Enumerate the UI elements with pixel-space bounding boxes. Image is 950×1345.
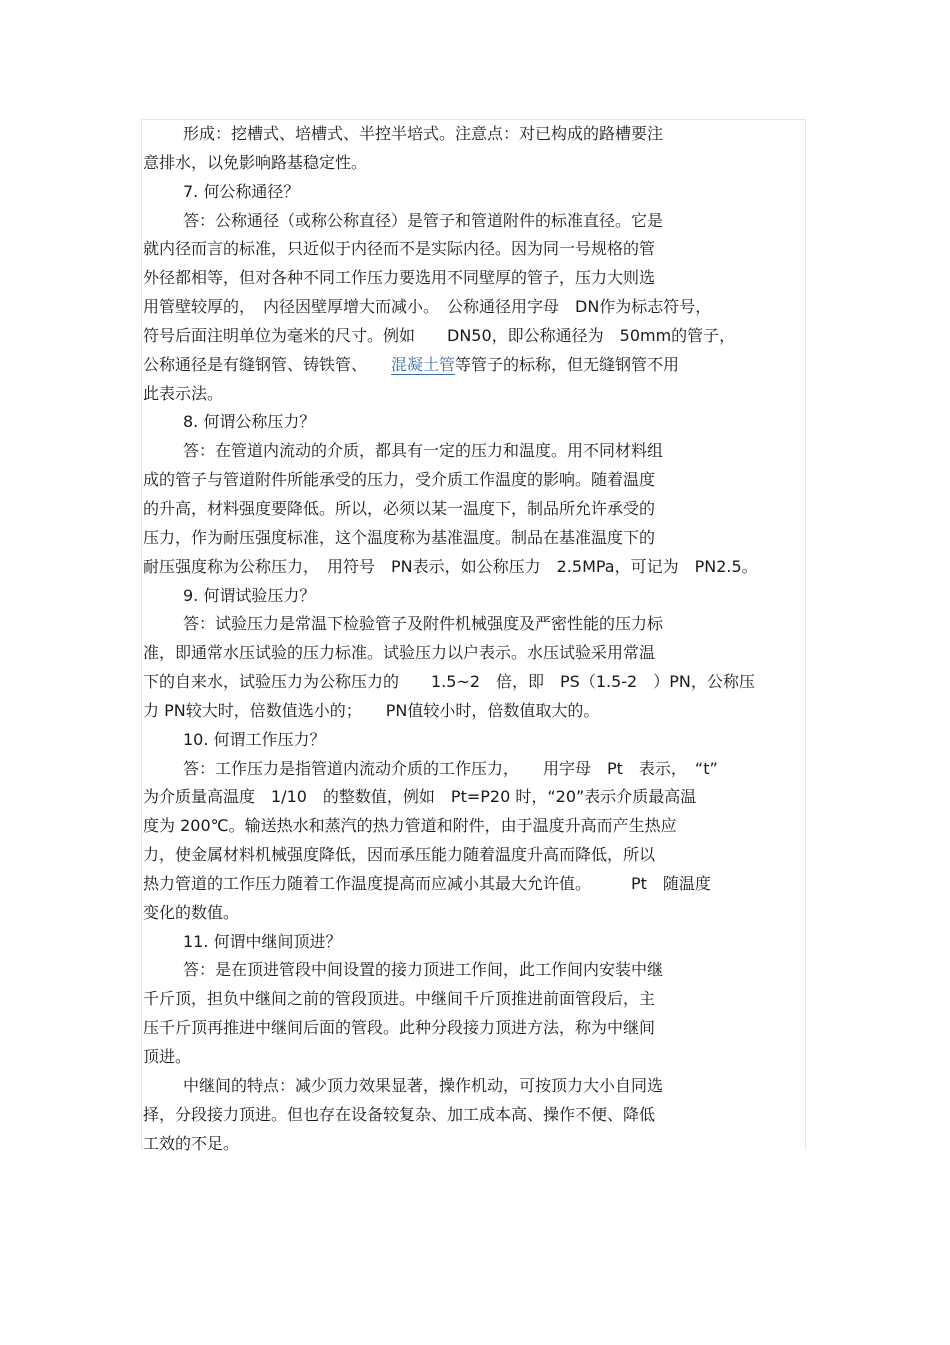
text-line: 力 PN较大时，倍数值选小的； PN值较小时，倍数值取大的。: [143, 700, 600, 720]
text-line: 答：工作压力是指管道内流动介质的工作压力， 用字母 Pt 表示， “t”: [183, 758, 718, 778]
text-line: 成的管子与管道附件所能承受的压力，受介质工作温度的影响。随着温度: [143, 470, 656, 490]
concrete-pipe-link[interactable]: 混凝土管: [391, 354, 456, 374]
text-line: [143, 351, 823, 380]
question-heading: 9. 何谓试验压力？: [183, 585, 316, 605]
document-body: [143, 120, 823, 1158]
question-heading: 7. 何公称通径？: [183, 181, 300, 201]
text-line: 千斤顶，担负中继间之前的管段顶进。中继间千斤顶推进前面管段后，主: [143, 989, 656, 1009]
text-line: 答：试验压力是常温下检验管子及附件机械强度及严密性能的压力标: [183, 614, 664, 634]
question-heading: 11. 何谓中继间顶进？: [183, 931, 342, 951]
text-line: 为介质量高温度 1/10 的整数值，例如 Pt=P20 时，“20”表示介质最高温: [143, 787, 697, 807]
text-segment: 等管子的标称，但无缝钢管不用: [455, 354, 680, 374]
text-line: 答：公称通径（或称公称直径）是管子和管道附件的标准直径。它是: [183, 210, 664, 230]
text-line: 符号后面注明单位为毫米的尺寸。例如 DN50，即公称通径为 50mm的管子，: [143, 325, 736, 345]
text-line: 就内径而言的标准，只近似于内径而不是实际内径。因为同一号规格的管: [143, 239, 656, 259]
text-line: 压力，作为耐压强度标准，这个温度称为基准温度。制品在基准温度下的: [143, 527, 656, 547]
text-line: 耐压强度称为公称压力， 用符号 PN表示，如公称压力 2.5MPa，可记为 PN2.5。: [143, 556, 758, 576]
text-line: 此表示法。: [143, 383, 224, 403]
text-line: 工效的不足。: [143, 1133, 240, 1153]
text-line: 下的自来水，试验压力为公称压力的 1.5~2 倍，即 PS（1.5-2 ）PN，公称压: [143, 672, 755, 692]
text-line: 外径都相等，但对各种不同工作压力要选用不同壁厚的管子，压力大则选: [143, 268, 656, 288]
text-line: 顶进。: [143, 1047, 192, 1066]
text-line: 变化的数值。: [143, 902, 240, 922]
text-line: 度为 200℃。输送热水和蒸汽的热力管道和附件，由于温度升高而产生热应: [143, 816, 677, 836]
text-line: 中继间的特点：减少顶力效果显著，操作机动，可按顶力大小自同选: [183, 1075, 664, 1095]
text-line: 力，使金属材料机械强度降低，因而承压能力随着温度升高而降低，所以: [143, 845, 656, 865]
text-line: 择，分段接力顶进。但也存在设备较复杂、加工成本高、操作不便、降低: [143, 1104, 656, 1124]
text-line: 的升高，材料强度要降低。所以，必须以某一温度下，制品所允许承受的: [143, 498, 656, 518]
question-heading: 8. 何谓公称压力？: [183, 412, 316, 432]
question-heading: 10. 何谓工作压力？: [183, 729, 326, 749]
text-line: 答：在管道内流动的介质，都具有一定的压力和温度。用不同材料组: [183, 441, 664, 461]
text-line: 准，即通常水压试验的压力标准。试验压力以户表示。水压试验采用常温: [143, 643, 656, 663]
text-line: 压千斤顶再推进中继间后面的管段。此种分段接力顶进方法，称为中继间: [143, 1018, 656, 1038]
text-line: 形成：挖槽式、培槽式、半控半培式。注意点：对已构成的路槽要注: [183, 124, 664, 143]
text-line: 用管壁较厚的， 内径因壁厚增大而减小。 公称通径用字母 DN作为标志符号，: [143, 297, 712, 317]
text-segment: 公称通径是有缝钢管、铸铁管、: [143, 354, 392, 374]
text-line: 热力管道的工作压力随着工作温度提高而应减小其最大允许值。 Pt 随温度: [143, 873, 711, 893]
text-line: 意排水，以免影响路基稳定性。: [143, 152, 368, 172]
text-line: 答：是在顶进管段中间设置的接力顶进工作间，此工作间内安装中继: [183, 960, 664, 980]
